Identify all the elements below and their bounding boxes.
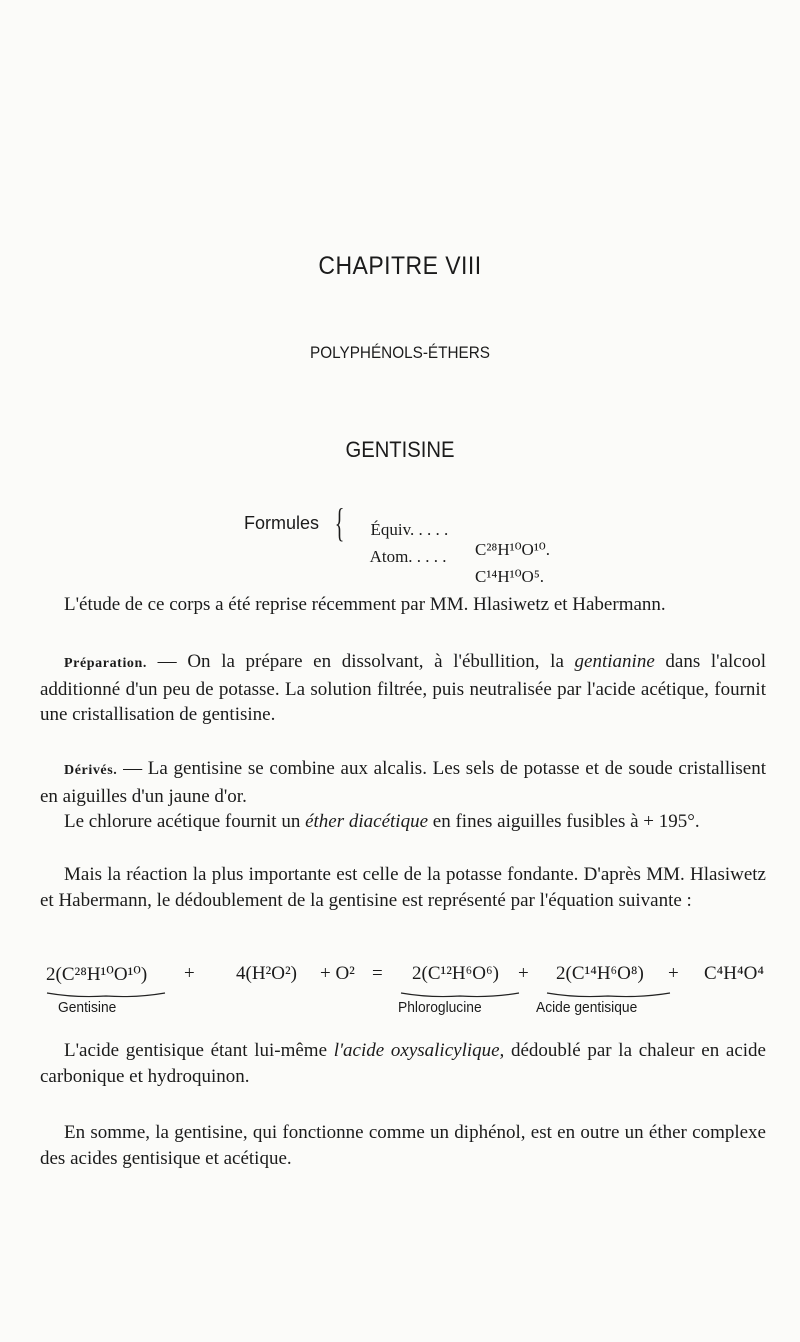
preparation-italic: gentianine [574, 651, 655, 672]
equation-plus-2: + [518, 963, 529, 984]
derives-text: — La gentisine se combine aux alcalis. Les sels de potasse et de soude cristallisent en aiguilles d'un jaune d'or. [40, 758, 766, 807]
formula-atom-value: C¹⁴H¹⁰O⁵. [475, 567, 545, 586]
chlorure-italic: éther diacétique [305, 811, 429, 832]
subject-title: GENTISINE [345, 437, 455, 462]
section-title: POLYPHÉNOLS-ÉTHERS [310, 343, 490, 362]
equation-equals: = [372, 963, 383, 984]
preparation-text-1: — On la prépare en dissolvant, à l'ébullition, la [147, 651, 575, 672]
preparation-text-2: dans l'alcool additionné d'un peu de potasse. La solution filtrée, puis neutralisée par l'acide acétique, fournit une cristallisation de gentisine. [40, 651, 766, 725]
chapter-title: CHAPITRE VIII [318, 252, 482, 280]
acide-italic: l'acide oxysalicylique, [333, 1040, 505, 1061]
chemical-equation [40, 963, 770, 1023]
equation-term-acetic: C⁴H⁴O⁴ [704, 963, 764, 984]
underbrace-gentisine-icon [46, 992, 166, 996]
formulas-label: Formules [244, 513, 320, 533]
equation-term-oxygen: + O² [320, 963, 355, 984]
equation-plus-3: + [668, 963, 679, 984]
formula-equiv-value: C²⁸H¹⁰O¹⁰. [475, 540, 550, 559]
equation-label-phloroglucine: Phloroglucine [398, 999, 482, 1016]
paragraph-acide [40, 1038, 766, 1089]
underbrace-phloroglucine-icon [400, 992, 520, 996]
brace-icon: { [334, 500, 345, 545]
paragraph-derives [40, 756, 766, 809]
chlorure-text-2: en fines aiguilles fusibles à + 195°. [428, 811, 700, 832]
chlorure-text-1: Le chlorure acétique fournit un [64, 811, 306, 832]
equation-term-acide: 2(C¹⁴H⁶O⁸) [556, 963, 644, 984]
acide-text-1: L'acide gentisique étant lui-même [64, 1040, 334, 1061]
equation-plus-1: + [184, 963, 195, 984]
equation-label-acide: Acide gentisique [536, 999, 638, 1016]
paragraph-conclusion: En somme, la gentisine, qui fonctionne comme un diphénol, est en outre un éther complexe des acides gentisique et acétique. [40, 1122, 766, 1169]
equation-term-water: 4(H²O²) [236, 963, 297, 984]
paragraph-intro: L'étude de ce corps a été reprise récemment par MM. Hlasiwetz et Habermann. [64, 594, 666, 615]
formulas-block [244, 498, 604, 586]
equation-label-gentisine: Gentisine [58, 999, 117, 1016]
equation-term-phloroglucine: 2(C¹²H⁶O⁶) [412, 963, 499, 984]
acide-text-2: dédoublé par la chaleur en acide carbonique et hydroquinon. [40, 1040, 766, 1087]
paragraph-reaction: Mais la réaction la plus importante est celle de la potasse fondante. D'après MM. Hlasiwetz et Habermann, le dédoublement de la gentisine est représenté par l'équation suivante : [40, 864, 766, 911]
paragraph-chlorure [40, 809, 766, 835]
formula-equiv-name: Équiv. . . . . [370, 520, 449, 539]
preparation-heading: Préparation. [64, 656, 148, 671]
derives-heading: Dérivés. [64, 763, 118, 778]
equation-term-gentisine: 2(C²⁸H¹⁰O¹⁰) [46, 964, 148, 985]
underbrace-acide-icon [546, 992, 671, 996]
formula-atom-name: Atom. . . . . [369, 547, 447, 566]
paragraph-preparation [40, 649, 766, 728]
